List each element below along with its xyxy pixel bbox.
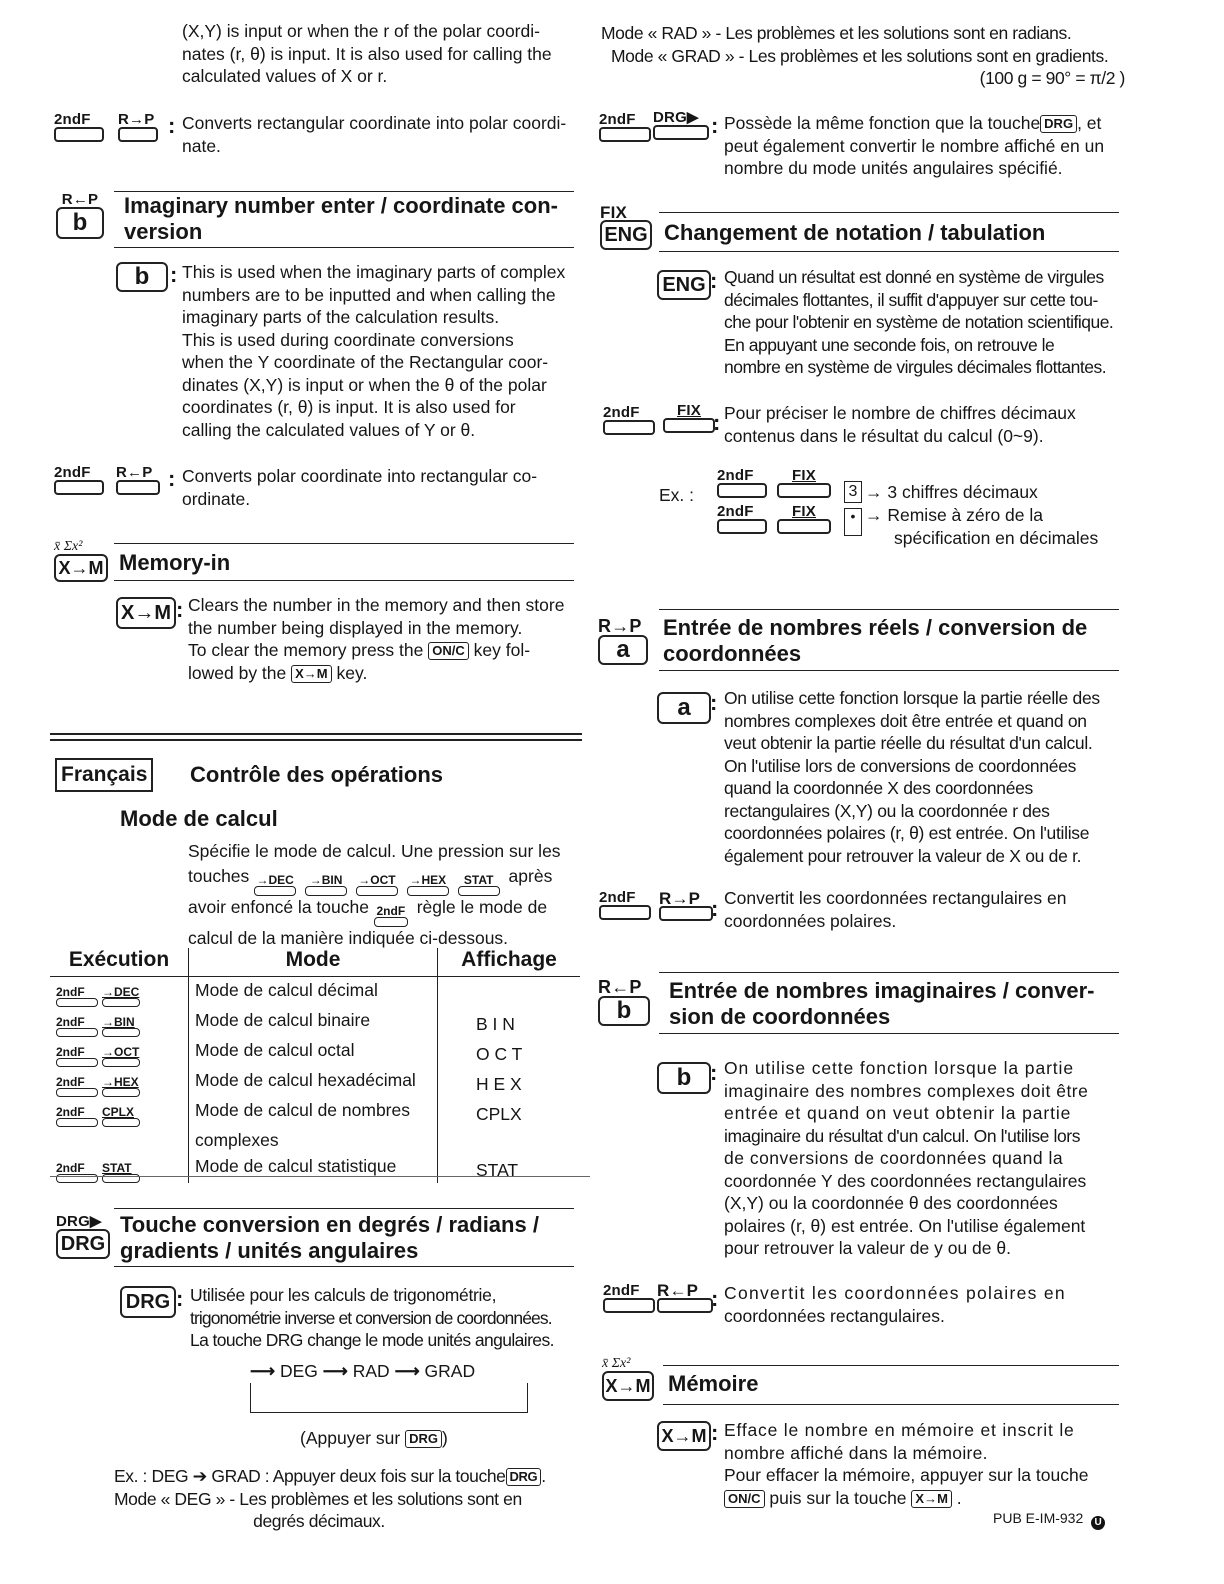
angle-modes: Mode « RAD » - Les problèmes et les solutions sont en radians. Mode « GRAD » - Les problèmes et les solutions sont en gradients. (100 g = 90° = π/2 ): [601, 23, 1125, 88]
key-pr-fr: R←P: [657, 1283, 713, 1313]
language-label: Français: [55, 758, 153, 792]
key-drg-arrow: DRG▶: [653, 110, 709, 140]
b-key-fr: b: [657, 1062, 711, 1094]
mode-calcul-text: Spécifie le mode de calcul. Une pression sur les touches →DEC →BIN →OCT →HEX STAT après avoir enfoncé la touche 2ndF règle le mode de calcul de la manière indiquée ci-dessous.: [188, 841, 561, 948]
rp-conv-fr-text: Convertit les coordonnées rectangulaires en coordonnées polaires.: [724, 888, 1067, 931]
imag-fr-section-title: Entrée de nombres imaginaires / conver- sion de coordonnées: [669, 978, 1095, 1029]
b-key: b: [116, 262, 168, 292]
drg-cycle: ⟶ DEG ⟶ RAD ⟶ GRAD: [250, 1360, 532, 1383]
table-row: 2ndF →BIN Mode de calcul binaire B I N: [50, 1007, 580, 1037]
eng-section-title: Changement de notation / tabulation: [664, 220, 1046, 245]
xm-key: X→M: [116, 597, 176, 629]
key-fix: FIX: [663, 403, 715, 433]
eng-key: ENG: [657, 270, 711, 300]
memoire-section-icon: x̄ Σx² X→M: [602, 1357, 662, 1401]
controle-title: Contrôle des opérations: [190, 762, 444, 787]
pr-conv-fr-text: Convertit les coordonnées polaires en coordonnées rectangulaires.: [724, 1283, 1066, 1326]
key-2ndf-rp-fr: 2ndF: [599, 890, 651, 920]
key-2ndf-pr-fr: 2ndF: [603, 1283, 655, 1313]
memoire-title: Mémoire: [668, 1371, 759, 1396]
drg-key: DRG: [120, 1286, 176, 1318]
memoire-description: Efface le nombre en mémoire et inscrit le nombre affiché dans la mémoire. Pour effacer la mémoire, appuyer sur la touche ON/C puis sur la touche X→M .: [724, 1420, 1089, 1508]
pr-conv-text: Converts polar coordinate into rectangular co- ordinate.: [182, 466, 538, 509]
rp-conv-text: Converts rectangular coordinate into polar coordi- nate.: [182, 113, 567, 156]
key-mode: →OCT: [102, 1047, 140, 1067]
key-3: 3: [844, 481, 862, 503]
mode-calcul-title: Mode de calcul: [120, 806, 278, 831]
mode-table: [50, 948, 580, 1183]
key-mode: STAT: [102, 1163, 140, 1183]
section-divider: [50, 733, 582, 735]
key-2ndf: 2ndF: [56, 1163, 98, 1183]
key-mode: →BIN: [102, 1017, 140, 1037]
table-row: 2ndF →DEC Mode de calcul décimal: [50, 977, 580, 1008]
key-2ndf-rp: 2ndF: [54, 112, 104, 142]
fix-example-2-text: → Remise à zéro de la spécification en décimales: [865, 505, 1099, 548]
a-key: a: [657, 692, 711, 724]
reel-description: On utilise cette fonction lorsque la partie réelle des nombres complexes doit être entrée et quand on veut obtenir la partie réelle du résultat d'un calcul. On l'utilise lors de conversions de coordonnées quand la coordonnée X des coordonnées rectangulaires (X,Y) ou la coordonnée r des coordonnées polaires (r, θ) est entrée. On l'utilise également pour retrouver la valeur de X ou de r.: [724, 688, 1100, 866]
key-2ndf: 2ndF: [56, 1077, 98, 1097]
table-header: Exécution Mode Affichage: [50, 948, 580, 977]
xm-key-fr: X→M: [657, 1421, 711, 1451]
drg-description: Utilisée pour les calculs de trigonométrie, trigonométrie inverse et conversion de coordonnées. La touche DRG change le mode unités angulaires.: [190, 1285, 554, 1350]
key-2ndf-pr: 2ndF: [54, 465, 104, 495]
key-rp-fr: R→P: [659, 891, 713, 921]
memory-in-icon: x̄ Σx² X→M: [54, 540, 114, 582]
eng-section-icon: FIX ENG: [600, 205, 660, 250]
table-row: 2ndF CPLX Mode de calcul de nombres CPLX: [50, 1097, 580, 1127]
table-row: 2ndF →OCT Mode de calcul octal O C T: [50, 1037, 580, 1067]
reel-section-title: Entrée de nombres réels / conversion de coordonnées: [663, 615, 1088, 666]
key-2ndf-drg: 2ndF: [599, 112, 651, 142]
key-2ndf-fix: 2ndF: [603, 405, 655, 435]
key-2ndf: 2ndF: [56, 1107, 98, 1127]
memory-in-title: Memory-in: [119, 550, 231, 575]
fix-example-label: Ex. :: [659, 485, 695, 505]
publisher-logo-icon: U: [1091, 1516, 1105, 1530]
imag-fr-description: On utilise cette fonction lorsque la partie imaginaire des nombres complexes doit être entrée et quand on veut obtenir la partie imaginaire du résultat d'un calcul. On l'utilise lors de conversions de coordonnées quand la coordonnée Y des coordonnées rectangulaires (X,Y) ou la coordonnée θ des coordonnées polaires (r, θ) est entrée. On l'utilise également pour retrouver la valeur de y ou de θ.: [724, 1058, 1089, 1258]
imag-section-title: Imaginary number enter / coordinate con- version: [124, 193, 558, 244]
drg-section-title: Touche conversion en degrés / radians / gradients / unités angulaires: [120, 1212, 539, 1263]
table-row: complexes: [50, 1127, 580, 1153]
eng-description: Quand un résultat est donné en système de virgules décimales flottantes, il suffit d'appuyer sur cette tou- che pour l'obtenir en système de notation scientifique. En appuyant une seconde fois, on retrouve le nombre en système de virgules décimales flottantes.: [724, 267, 1114, 377]
key-mode: →HEX: [102, 1077, 140, 1097]
fix-description: Pour préciser le nombre de chiffres décimaux contenus dans le résultat du calcul (0~9).: [724, 403, 1076, 446]
key-mode: →DEC: [102, 987, 140, 1007]
imag-fr-section-icon: R←P b: [598, 978, 656, 1026]
drg-conv-text: Possède la même fonction que la touche DRG , et peut également convertir le nombre affiché en un nombre du mode unités angulaires spécifié.: [724, 113, 1105, 178]
intro-continuation: (X,Y) is input or when the r of the polar coordi- nates (r, θ) is input. It is also used for calling the calculated values of X or r.: [182, 21, 552, 86]
memory-in-description: Clears the number in the memory and then store the number being displayed in the memory. To clear the memory press the ON/C key fol- lowed by the X→M key.: [188, 595, 565, 683]
publication-code: PUB E-IM-932 U: [993, 1510, 1105, 1530]
drg-press-note: (Appuyer sur DRG ): [300, 1428, 448, 1448]
key-2ndf: 2ndF: [56, 1017, 98, 1037]
drg-example: Ex. : DEG ➔ GRAD : Appuyer deux fois sur la touche DRG . Mode « DEG » - Les problèmes et les solutions sont en degrés décimaux.: [114, 1466, 546, 1531]
table-row: 2ndF STAT Mode de calcul statistique STAT: [50, 1153, 580, 1183]
key-rp: R→P: [118, 112, 158, 142]
imag-description: This is used when the imaginary parts of complex numbers are to be inputted and when calling the imaginary parts of the calculation results. This is used during coordinate conversions when the Y coordinate of the Rectangular coor- dinates (X,Y) is input or when the θ of the polar coordinates (r, θ) is input. It is also used for calling the calculated values of Y or θ.: [182, 262, 566, 440]
key-pr: R←P: [116, 465, 160, 495]
key-2ndf: 2ndF: [56, 1047, 98, 1067]
key-2ndf: 2ndF: [56, 987, 98, 1007]
drg-section-icon: DRG▶ DRG: [56, 1214, 116, 1259]
reel-section-icon: R→P a: [598, 617, 656, 665]
key-point: •: [844, 508, 862, 536]
table-row: 2ndF →HEX Mode de calcul hexadécimal H E X: [50, 1067, 580, 1097]
imag-section-icon: R←P b: [54, 192, 106, 239]
key-mode: CPLX: [102, 1107, 140, 1127]
